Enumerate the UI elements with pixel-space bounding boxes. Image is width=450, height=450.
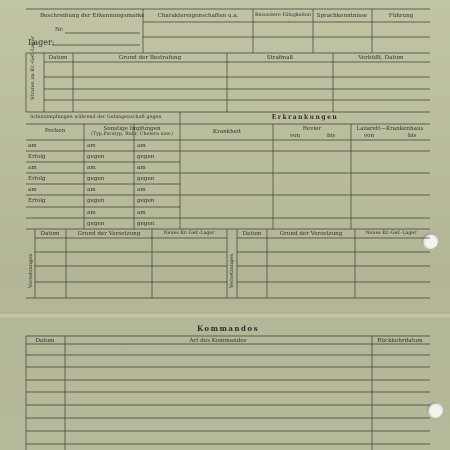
erkrankungen-title: Erkrankungen [271, 114, 339, 121]
sprach-header: Sprachkenntnisse [316, 13, 368, 19]
sonstige2-gegen-3: gegen [137, 198, 155, 204]
pocken-erfolg-1: Erfolg [28, 154, 46, 160]
sonstige-subheader: (Typ,Paratyp, Ruhr, Cholera usw.) [91, 132, 173, 137]
vers-right-datum: Datum [242, 231, 262, 237]
sonstige-gegen-2: gegen [87, 176, 105, 182]
rueckkehr-header: Rückkehrdatum [377, 338, 423, 344]
verbuesst-header: Verbüßt, Datum [358, 55, 404, 61]
sonstige-gegen-1: gegen [87, 154, 105, 160]
vers-left-grund: Grund der Versetzung [77, 231, 141, 237]
sonstige-gegen-4: gegen [87, 221, 105, 227]
revier-header: Revier [302, 126, 322, 132]
vers-right-neues: Neues Kr.-Gef.-Lager [365, 231, 417, 236]
strafen-grund-header: Grund der Bestrafung [118, 55, 182, 61]
pocken-am-1: am [28, 143, 37, 149]
kommandos-art-header: Art des Kommandos [189, 338, 247, 344]
fuehrung-header: Führung [388, 13, 414, 19]
sonstige2-gegen-4: gegen [137, 221, 155, 227]
nr-label: Nr. [55, 27, 64, 33]
pocken-erfolg-2: Erfolg [28, 176, 46, 182]
versetzungen-side-label-right: Versetzungen [229, 253, 235, 288]
revier-von: von [290, 133, 301, 139]
pocken-erfolg-3: Erfolg [28, 198, 46, 204]
sonstige-am-1: am [87, 143, 96, 149]
versetzungen-side-label-left: Versetzungen [28, 253, 34, 288]
vers-right-grund: Grund der Versetzung [279, 231, 343, 237]
lazarett-von: von [364, 133, 375, 139]
lazarett-bis: bis [408, 133, 417, 139]
lazarett-header: Lazarett—Krankenhaus [356, 126, 424, 132]
sonstige2-am-4: am [137, 210, 146, 216]
sonstige-header: Sonstige Impfungen [103, 126, 161, 132]
kommandos-datum-header: Datum [35, 338, 55, 344]
strafen-datum-header: Datum [48, 55, 68, 61]
pocken-am-2: am [28, 165, 37, 171]
kommandos-title: Kommandos [196, 324, 260, 333]
krankheit-header: Krankheit [212, 129, 242, 135]
lager-label: Lager: [28, 38, 55, 47]
sonstige-gegen-3: gegen [87, 198, 105, 204]
sonstige-am-2: am [87, 165, 96, 171]
pocken-am-3: am [28, 187, 37, 193]
sonstige-am-3: am [87, 187, 96, 193]
charakter-header: Charaktereigenschaften u.a. [157, 13, 239, 19]
sonstige2-gegen-1: gegen [137, 154, 155, 160]
besondere-header: Besondere Fähigkeiten [254, 13, 312, 18]
vers-left-neues: Neues Kr.-Gef.-Lager [163, 231, 215, 236]
sonstige-am-4: am [87, 210, 96, 216]
revier-bis: bis [327, 133, 336, 139]
sonstige2-gegen-2: gegen [137, 176, 155, 182]
impfungen-title: Schutzimpfungen während der Gefangenschaft gegen [30, 115, 162, 120]
strafmass-header: Strafmaß [266, 55, 294, 61]
vers-left-datum: Datum [40, 231, 60, 237]
sonstige2-am-3: am [137, 187, 146, 193]
sonstige2-am-2: am [137, 165, 146, 171]
pocken-header: Pocken [44, 128, 66, 134]
sonstige2-am-1: am [137, 143, 146, 149]
strafen-side-label: Strafen im Kr.-Gef.-Lager [30, 36, 36, 100]
beschreibung-label: Beschreibung der Erkennungsmarke [40, 13, 145, 19]
